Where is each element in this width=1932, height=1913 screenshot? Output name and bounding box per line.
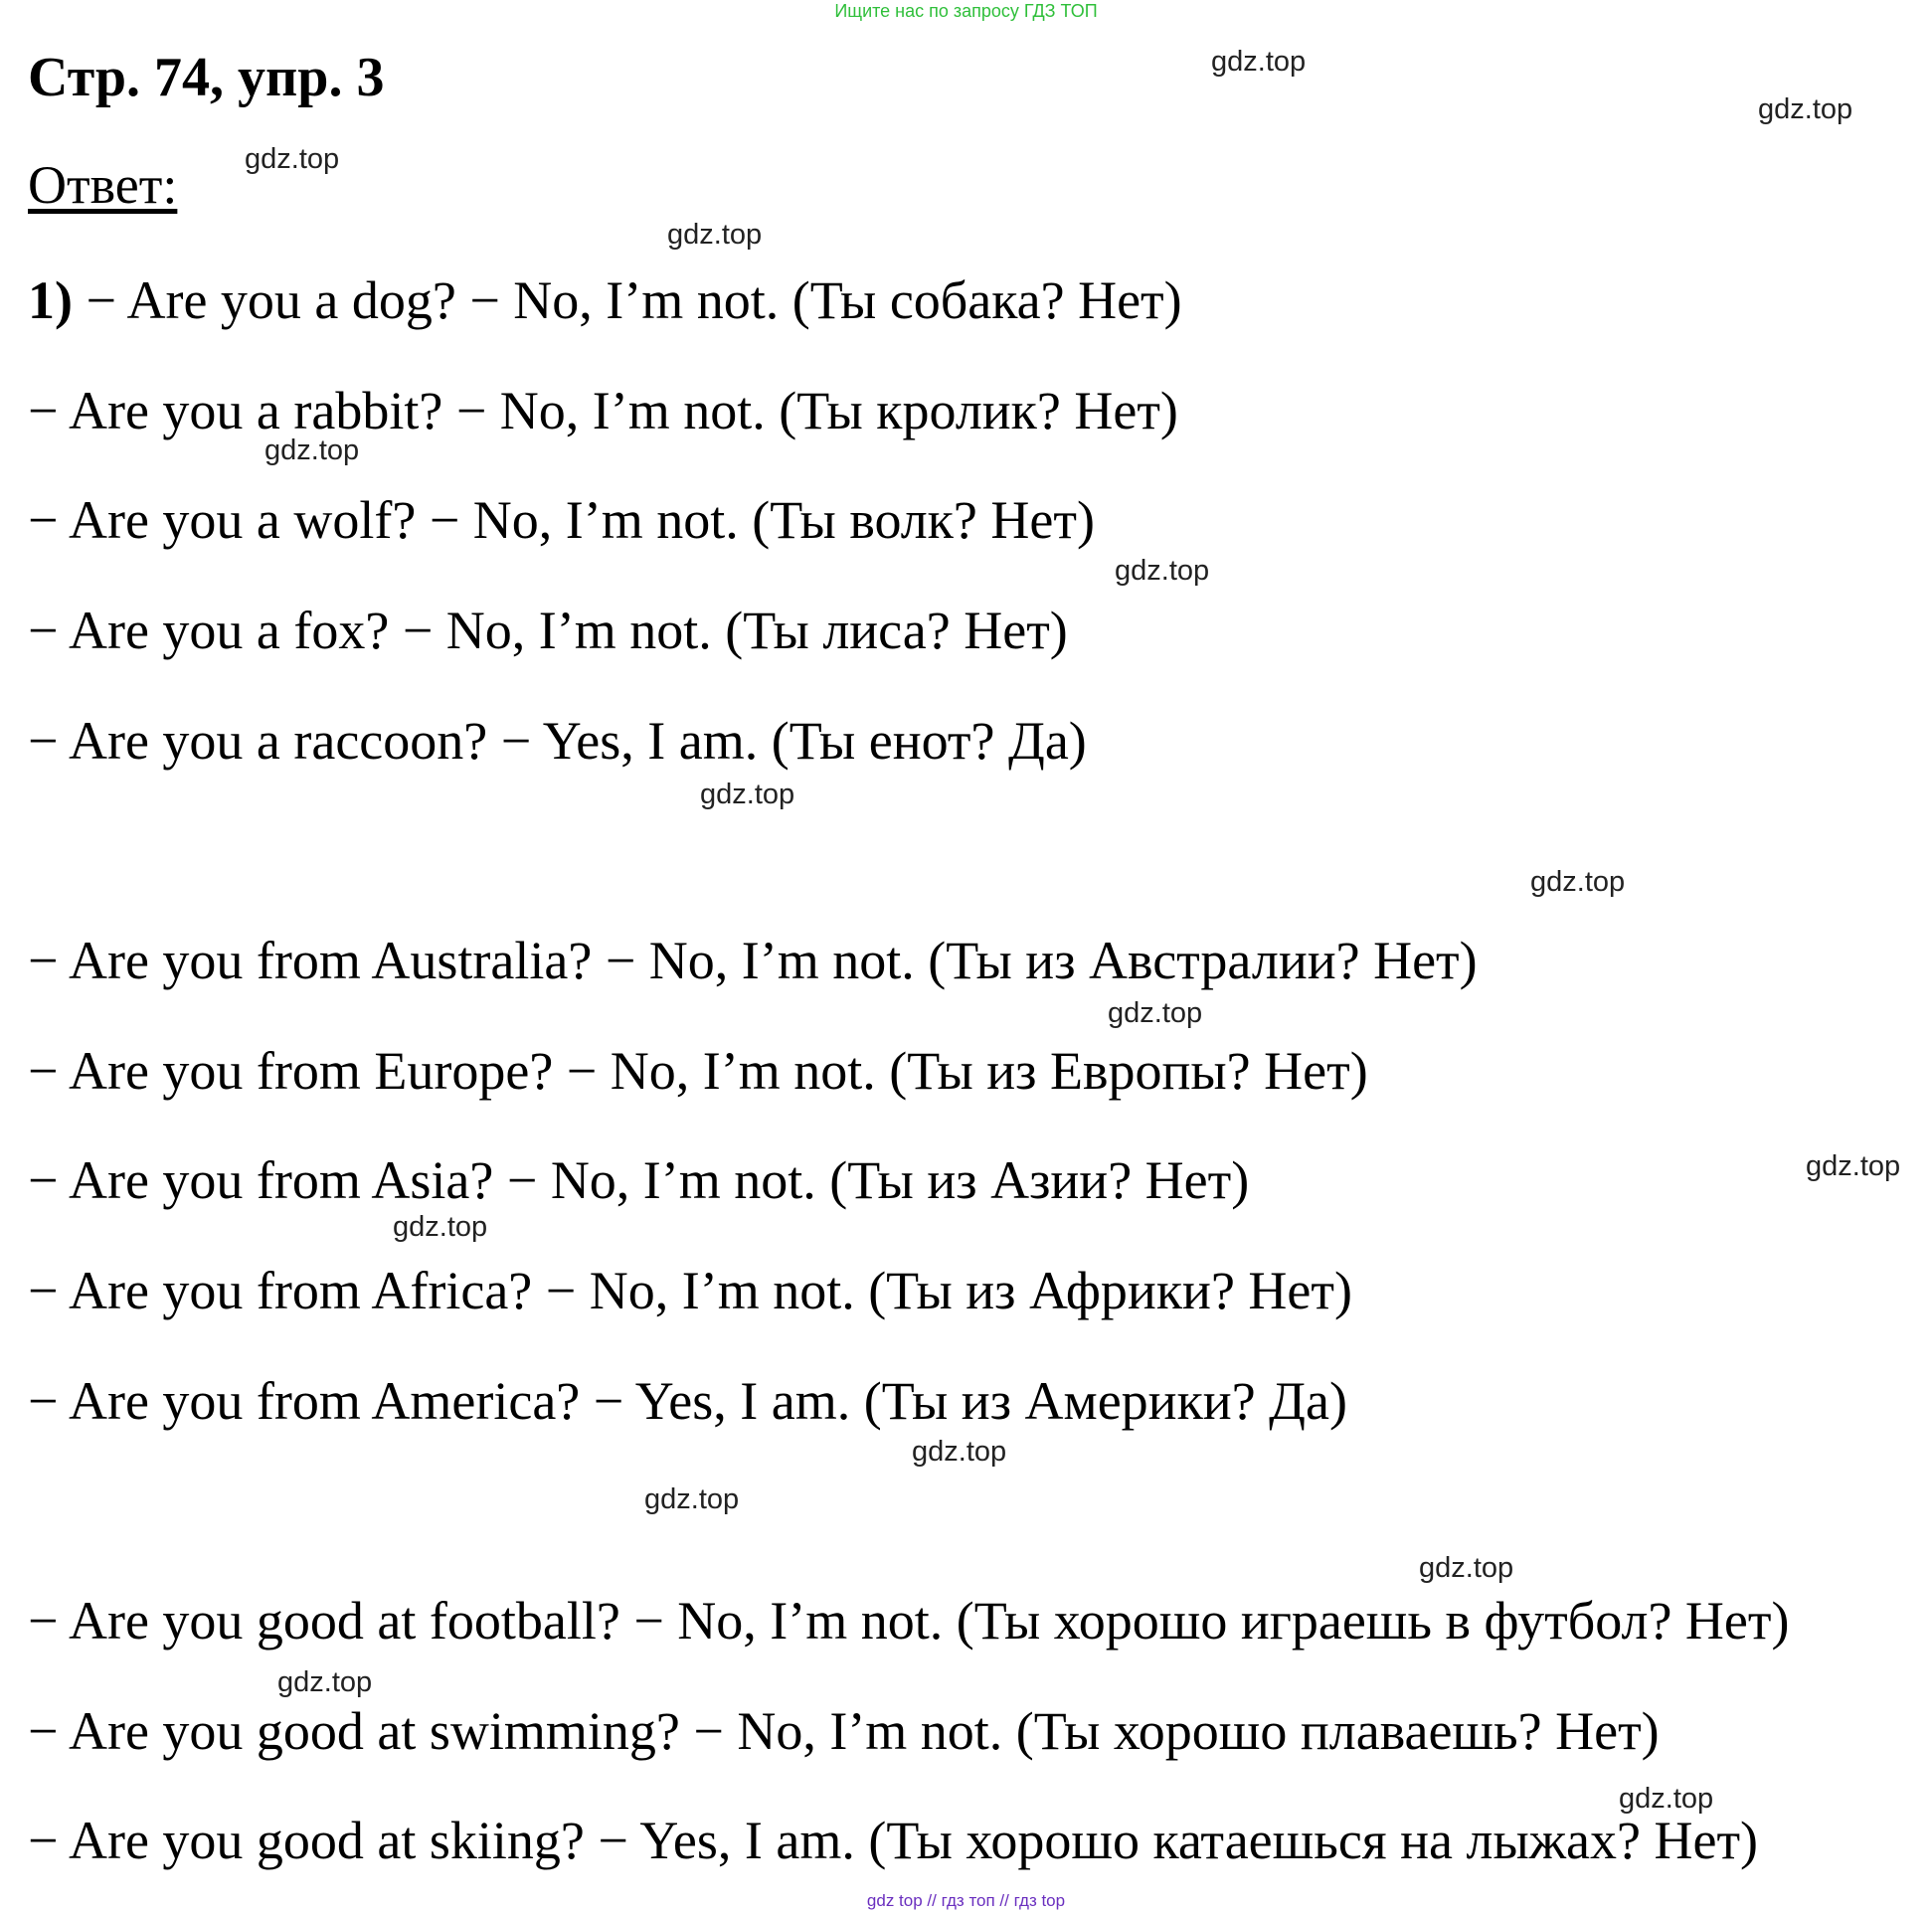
answer-line-1	[28, 268, 1182, 332]
watermark: gdz.top	[1108, 997, 1203, 1029]
answer-line-8: − Are you from Asia? − No, I’m not. (Ты из Азии? Нет)	[28, 1150, 1250, 1210]
answer-label: Ответ:	[28, 155, 178, 215]
watermark: gdz.top	[1530, 866, 1626, 898]
answer-line-4: − Are you a fox? − No, I’m not. (Ты лиса? Нет)	[28, 601, 1068, 660]
watermark: gdz.top	[277, 1666, 373, 1698]
watermark: gdz.top	[1419, 1552, 1514, 1584]
answer-line-text: − Are you a dog? − No, I’m not. (Ты собака? Нет)	[86, 270, 1182, 330]
answer-line-9: − Are you from Africa? − No, I’m not. (Ты из Африки? Нет)	[28, 1261, 1352, 1320]
answer-line-12: − Are you good at swimming? − No, I’m not. (Ты хорошо плаваешь? Нет)	[28, 1701, 1660, 1761]
watermark: gdz.top	[1806, 1150, 1901, 1182]
watermark: gdz.top	[644, 1483, 740, 1515]
top-banner: Ищите нас по запросу ГДЗ ТОП	[834, 1, 1098, 21]
answer-line-3: − Are you a wolf? − No, I’m not. (Ты волк? Нет)	[28, 490, 1095, 550]
page-title: Стр. 74, упр. 3	[28, 47, 385, 108]
watermark: gdz.top	[667, 219, 763, 251]
watermark: gdz.top	[1115, 555, 1210, 587]
watermark: gdz.top	[1619, 1783, 1714, 1815]
watermark: gdz.top	[700, 779, 795, 810]
watermark: gdz.top	[1758, 93, 1853, 125]
answer-line-11: − Are you good at football? − No, I’m not. (Ты хорошо играешь в футбол? Нет)	[28, 1591, 1790, 1651]
answer-line-2: − Are you a rabbit? − No, I’m not. (Ты кролик? Нет)	[28, 381, 1178, 440]
watermark: gdz.top	[264, 435, 360, 466]
watermark: gdz.top	[393, 1211, 488, 1243]
item-number: 1)	[28, 270, 73, 330]
answer-line-13: − Are you good at skiing? − Yes, I am. (Ты хорошо катаешься на лыжах? Нет)	[28, 1811, 1759, 1870]
answer-line-7: − Are you from Europe? − No, I’m not. (Ты из Европы? Нет)	[28, 1041, 1368, 1101]
footer-watermark: gdz top // гдз топ // гдз top	[866, 1891, 1066, 1910]
answer-line-6: − Are you from Australia? − No, I’m not. (Ты из Австралии? Нет)	[28, 931, 1478, 990]
watermark: gdz.top	[912, 1436, 1007, 1468]
watermark: gdz.top	[245, 143, 340, 175]
watermark: gdz.top	[1211, 46, 1307, 78]
answer-line-5: − Are you a raccoon? − Yes, I am. (Ты енот? Да)	[28, 711, 1087, 771]
answer-line-10: − Are you from America? − Yes, I am. (Ты из Америки? Да)	[28, 1371, 1347, 1431]
